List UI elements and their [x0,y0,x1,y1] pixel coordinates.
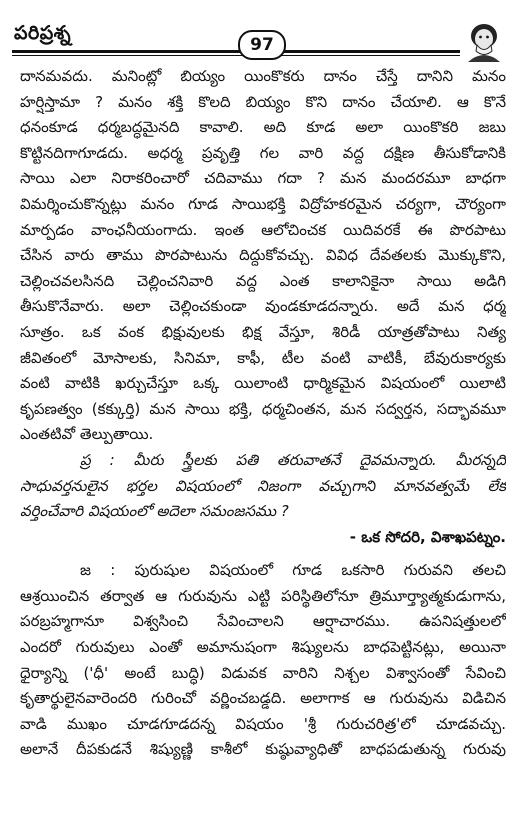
question-paragraph [20,448,506,525]
text-line: ధనంకూడ ధర్మబద్ధమైనది కావాలి. అది కూడ అలా యింకొకరి జబు [20,118,506,137]
text-line: విమర్శించుకొన్నట్లు మనం గూడ సాయిభక్తి విద్రోహకరమైన చర్యగా, చౌర్యంగా [20,194,506,213]
text-line: దానమవదు. మనింట్లో బియ్యం యింకొకరు దానం చేస్తే దానిని మనం [20,67,506,85]
text-line: వాడి ముఖం చూడగూడదన్న విషయం 'శ్రీ గురుచరిత్ర'లో చూడవచ్చు. [20,714,506,733]
question-line: సాధువర్తనులైన భర్తల విషయంలో నిజంగా వచ్చుగాని మానవత్వమే లేక [20,476,506,495]
text-line: కొట్టినదిగాగూడదు. అధర్మ ప్రవృత్తి గల వారి వద్ద దక్షిణ తీసుకోడానికి [20,143,506,162]
text-line: ఎంతటివో తెల్పుతాయి. [20,425,154,444]
book-title: పరిప్రశ్న [14,22,72,44]
text-line: కృతార్థులైనవారెందరి గురించో వర్ణించబడ్డది. అలాగాక ఆ గురువును విడిచిన [20,689,506,708]
text-line: ఆశ్రయించిన తర్వాత ఆ గురువును ఎట్టి పరిస్థితిలోనూ త్రిమూర్త్యాత్మకుడుగాను, [20,586,506,605]
text-line: పరబ్రహ్మగానూ విశ్వసించి సేవించాలని ఆర్షాచారము. ఉపనిషత్తులలో [20,612,506,631]
page-body [20,64,506,763]
text-line: వంటి వాటికి ఖర్చుచేస్తూ ఒక్క యిలాంటి ధార్మికమైన విషయంలో యిలాటి [20,374,506,393]
question-line: వర్తించేవారి విషయంలో అదెలా సమంజసము ? [20,502,289,521]
text-line: కృపణత్వం (కక్కుర్తి) మన సాయి భక్తి, ధర్మచింతన, మన సద్వర్తన, సద్భావమూ [20,399,506,418]
answer-paragraph-2 [20,558,506,763]
spacer [20,550,506,558]
text-line: అలానే దీపకుడనే శిష్యుణ్ణి కాశీలో కుష్ఠువ్యాధితో బాధపడుతున్న గురువు [20,740,506,759]
text-line: జీవితంలో మోసాలకు, సినిమా, కాఫీ, టీల వంటి వాటికీ, బేవురుకార్యకు [20,348,506,367]
text-line: చెల్లించవలసినది చెల్లించనివారి వద్ద ఎంత కాలానికైనా సాయి అడిగి [20,271,506,290]
text-line: ఎందరో గురువులు ఎంతో అమానుషంగా శిష్యులను బాధపెట్టినట్లు, అయినా [20,638,506,657]
text-line: ధైర్యాన్ని ('ధీ' అంటే బుద్ధి) విడువక వారిని నిశ్చల విశ్వాసంతో సేవించి [20,663,506,682]
page-number: 97 [238,30,286,60]
text-line: హర్షిస్తామా ? మనం శక్తి కొలది బియ్యం కొని దానం చేయాలి. ఆ కొనే [20,92,506,111]
text-line: సూత్రం. ఒక వంక భిక్షువులకు భిక్ష వేస్తూ, శిరిడీ యాత్రతోపాటు నిత్య [20,322,506,341]
question-line: ప్ర : మీరు స్త్రీలకు పతి తరువాతనే దైవమన్నారు. మీరన్నది [80,450,506,469]
text-line: తీసుకొనేవారు. అలా చెల్లించకుండా వుండకూడదన్నారు. అదే మన ధర్మ [20,297,506,316]
page-header [0,0,520,62]
text-line: చేసిన వారు తాము పొరపాటును దిద్దుకోవచ్చు. వివిధ దేవతలకు మొక్కుకొని, [20,246,506,265]
text-line: మార్పడం వాంఛనీయంగాదు. ఇంత ఆలోచించక యిదివరకే ఈ పొరపాటు [20,220,506,239]
text-line: సాయి ఎలా నిరాకరించారో చదివాము గదా ? మన మందరమూ బాధగా [20,169,506,188]
answer-paragraph-1 [20,64,506,448]
portrait-icon [462,18,506,62]
header-rule-thin [12,55,460,56]
header-rule [12,50,460,53]
text-line: జ : పురుషుల విషయంలో గూడ ఒకసారి గురువని తలచి [80,561,506,580]
question-signature: - ఒక సోదరి, విశాఖపట్నం. [349,527,506,546]
